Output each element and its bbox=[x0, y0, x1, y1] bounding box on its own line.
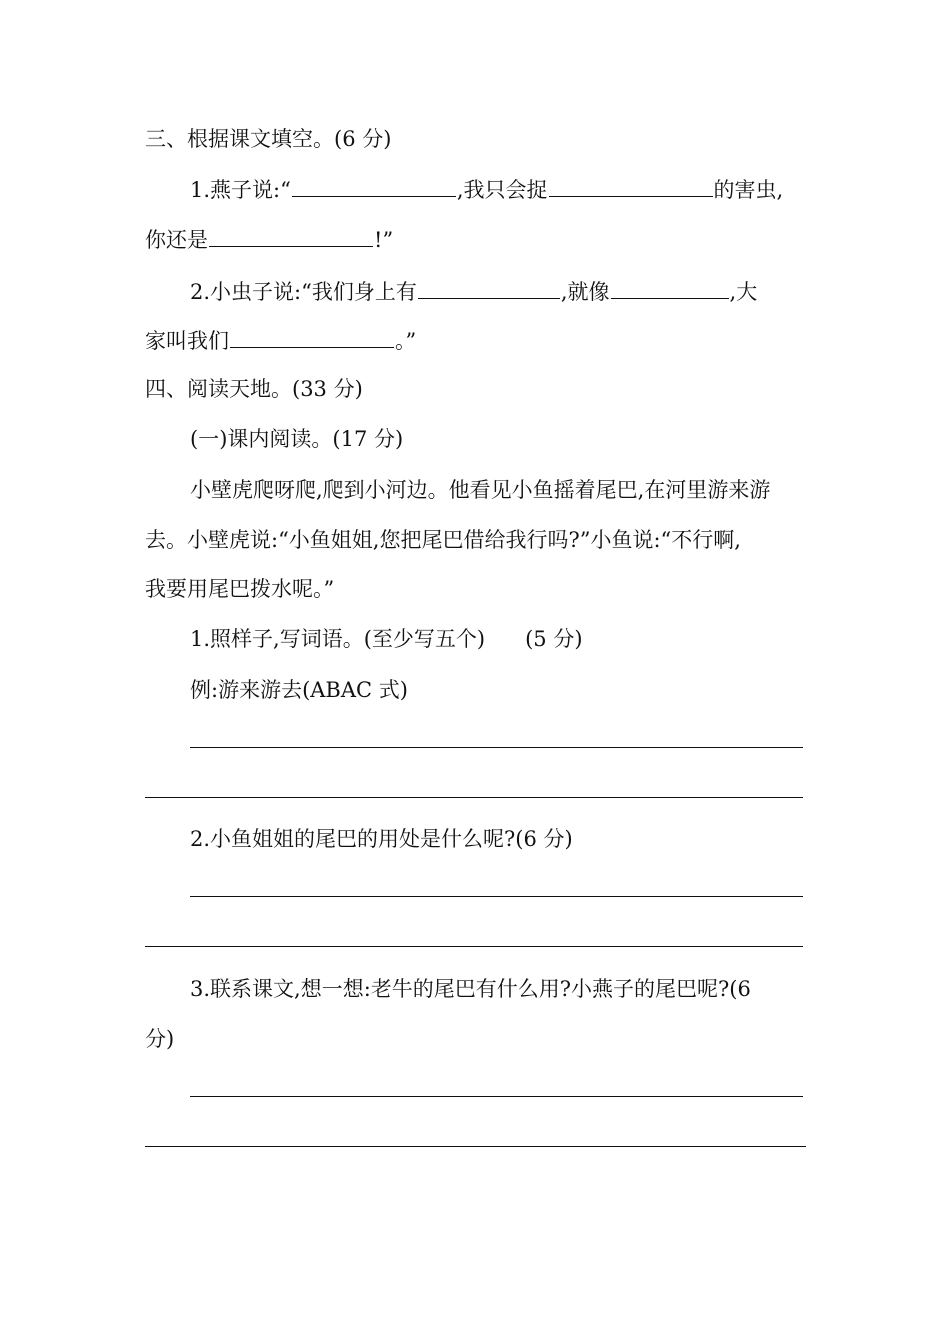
reading-q1-text: 1.照样子,写词语。(至少写五个) bbox=[190, 627, 486, 651]
section4-heading: 四、阅读天地。(33 分) bbox=[145, 377, 363, 401]
q1-text-b: ,我只会捉 bbox=[456, 178, 548, 202]
section3-q1-line2 bbox=[145, 224, 393, 254]
q2-text-d: 家叫我们 bbox=[145, 329, 229, 353]
q2-blank-1[interactable] bbox=[418, 276, 560, 299]
reading-q3-line1: 3.联系课文,想一想:老牛的尾巴有什么用?小燕子的尾巴呢?(6 bbox=[190, 977, 751, 1001]
passage-line-3: 我要用尾巴拨水呢。” bbox=[145, 577, 335, 601]
answer-line-3[interactable] bbox=[190, 896, 803, 897]
passage-line-1: 小壁虎爬呀爬,爬到小河边。他看见小鱼摇着尾巴,在河里游来游 bbox=[190, 478, 771, 502]
q2-blank-3[interactable] bbox=[230, 325, 394, 348]
q1-text-c: 的害虫, bbox=[713, 178, 784, 202]
q2-text-e: 。” bbox=[395, 329, 417, 353]
reading-q1-example: 例:游来游去(ABAC 式) bbox=[190, 678, 408, 702]
q2-text-b: ,就像 bbox=[560, 280, 610, 304]
section3-q2-line2 bbox=[145, 325, 416, 355]
q2-text-c: ,大 bbox=[729, 280, 758, 304]
q1-blank-1[interactable] bbox=[292, 174, 456, 197]
reading-q1-score: (5 分) bbox=[525, 627, 583, 651]
answer-line-5[interactable] bbox=[190, 1096, 803, 1097]
q2-blank-2[interactable] bbox=[611, 276, 729, 299]
answer-line-6[interactable] bbox=[145, 1146, 806, 1147]
q1-text-a: 1.燕子说:“ bbox=[190, 178, 291, 202]
q1-blank-2[interactable] bbox=[549, 174, 713, 197]
q1-text-e: !” bbox=[374, 228, 394, 252]
part1-heading: (一)课内阅读。(17 分) bbox=[190, 427, 404, 451]
answer-line-4[interactable] bbox=[145, 946, 803, 947]
answer-line-1[interactable] bbox=[190, 747, 803, 748]
section3-q2-line1 bbox=[190, 276, 757, 306]
passage-line-2: 去。小壁虎说:“小鱼姐姐,您把尾巴借给我行吗?”小鱼说:“不行啊, bbox=[145, 528, 741, 552]
section3-heading: 三、根据课文填空。(6 分) bbox=[145, 127, 392, 151]
q2-text-a: 2.小虫子说:“我们身上有 bbox=[190, 280, 417, 304]
section3-q1-line1 bbox=[190, 174, 783, 204]
reading-q3-line2: 分) bbox=[145, 1027, 175, 1051]
reading-q2: 2.小鱼姐姐的尾巴的用处是什么呢?(6 分) bbox=[190, 827, 573, 851]
q1-text-d: 你还是 bbox=[145, 228, 208, 252]
q1-blank-3[interactable] bbox=[209, 224, 373, 247]
answer-line-2[interactable] bbox=[145, 797, 803, 798]
reading-q1 bbox=[190, 624, 583, 654]
